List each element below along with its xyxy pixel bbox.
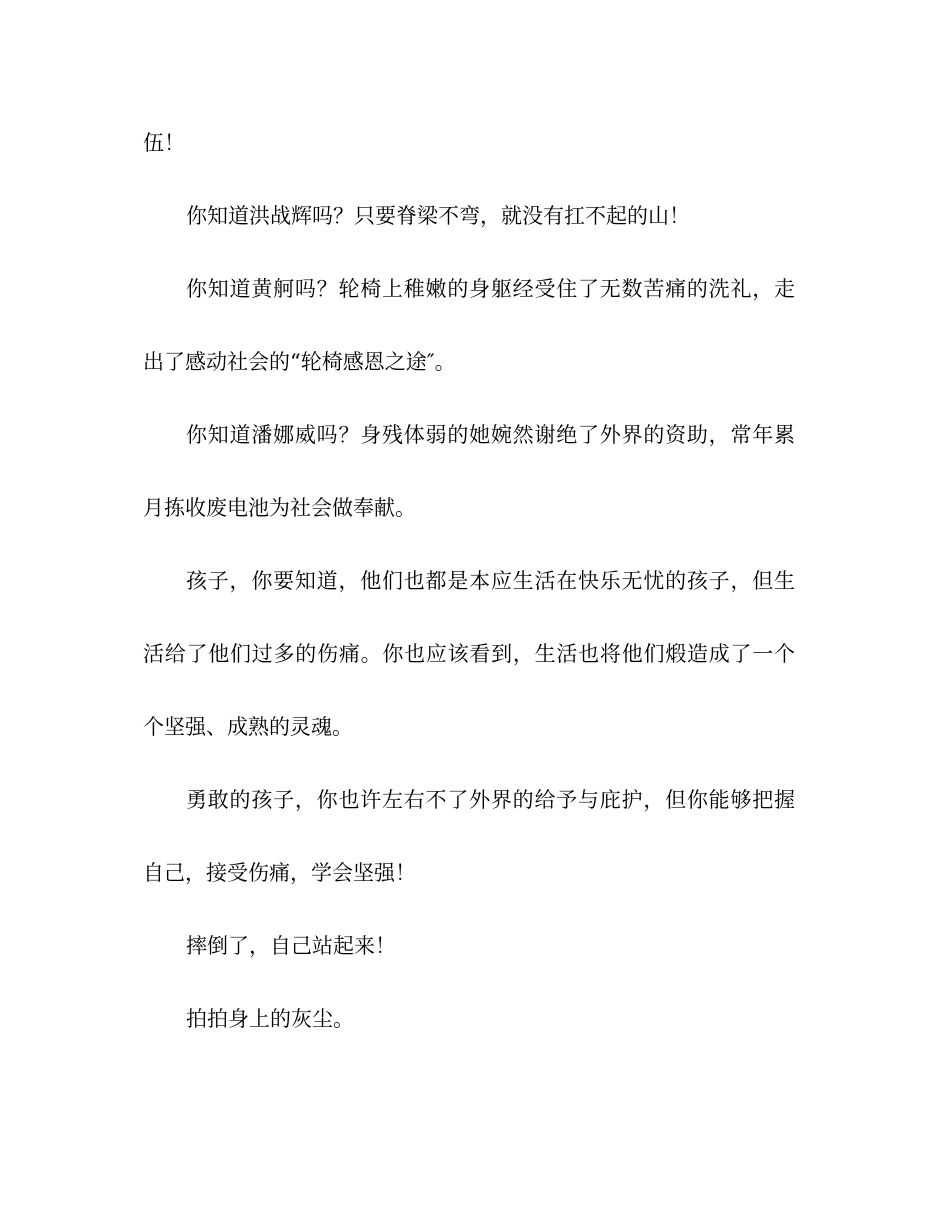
line-text: 孩子，你要知道，他们也都是本应生活在快乐无忧的孩子，但生 <box>186 569 796 593</box>
line-text: 个坚强、成熟的灵魂。 <box>143 715 353 739</box>
line-text: 伍！ <box>143 131 185 155</box>
line-text: 你知道黄舸吗？轮椅上稚嫩的身躯经受住了无数苦痛的洗礼，走 <box>186 277 796 301</box>
line-text: 你知道潘娜威吗？身残体弱的她婉然谢绝了外界的资助，常年累 <box>186 423 796 447</box>
line-text: 月拣收废电池为社会做奉献。 <box>143 496 416 520</box>
line-text: 摔倒了，自己站起来！ <box>186 934 396 958</box>
line-text: 自己，接受伤痛，学会坚强！ <box>143 861 416 885</box>
line-text: 活给了他们过多的伤痛。你也应该看到，生活也将他们煅造成了一个 <box>143 642 796 666</box>
line-text: 你知道洪战辉吗？只要脊梁不弯，就没有扛不起的山！ <box>186 204 690 228</box>
line-text: 出了感动社会的“轮椅感恩之途″。 <box>143 350 456 374</box>
line-text: 拍拍身上的灰尘。 <box>186 1007 354 1031</box>
line-text: 勇敢的孩子，你也许左右不了外界的给予与庇护，但你能够把握 <box>186 788 796 812</box>
